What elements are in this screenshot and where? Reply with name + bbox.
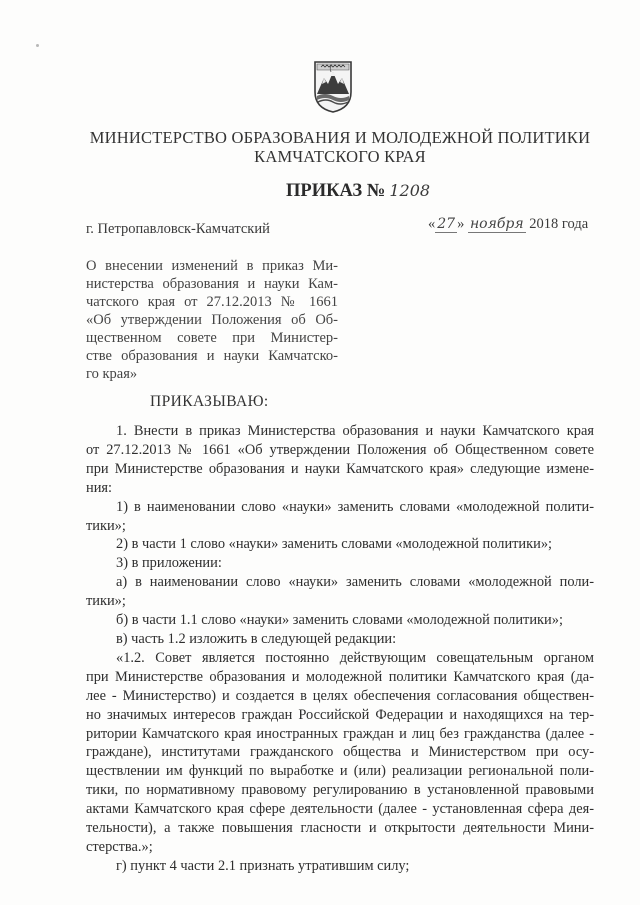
body-line: стерства.»; (86, 838, 153, 855)
ministry-name-line-2: КАМЧАТСКОГО КРАЯ (254, 147, 426, 166)
date-day: 27 (437, 216, 456, 232)
subject-line: чатского края от 27.12.2013 № 1661 (86, 294, 338, 310)
prikazyvayu-heading: ПРИКАЗЫВАЮ: (150, 393, 269, 410)
order-subject (86, 257, 338, 383)
body-line: а) в наименовании слово «науки» заменить словами «молодежной поли- (116, 574, 594, 591)
body-line: тельности), а также повышения гласности и открытости деятельности Мини- (86, 820, 594, 837)
subject-line: «Об утверждении Положения об Об- (86, 312, 338, 328)
city-name: г. Петропавловск-Камчатский (86, 221, 270, 237)
body-line: лее - Министерство) и создается в целях обеспечения согласования обществен- (86, 687, 594, 704)
order-date (428, 216, 588, 233)
body-line: но значимых интересов граждан Российской Федерации и находящихся на тер- (86, 706, 594, 723)
body-line: тики»; (86, 593, 126, 610)
body-line: «1.2. Совет является постоянно действующим совещательным органом (116, 649, 594, 666)
body-line: 2) в части 1 слово «науки» заменить словами «молодежной политики»; (116, 536, 553, 553)
body-line: от 27.12.2013 № 1661 «Об утверждении Положения об Общественном совете (86, 441, 594, 458)
body-line: тики, по нормативному правовому регулированию в установленной правовыми (86, 782, 594, 799)
ministry-name-line-1: МИНИСТЕРСТВО ОБРАЗОВАНИЯ И МОЛОДЕЖНОЙ ПОЛИТИКИ (89, 128, 591, 147)
subject-line: стве образования и науки Камчатско- (86, 348, 338, 364)
body-line: граждане), институтами гражданского общества и Министерством при осу- (86, 744, 594, 761)
order-title (286, 181, 430, 202)
subject-line: щественном совете при Министер- (86, 330, 338, 346)
body-line: при Министерстве образования и молодежной политики Камчатского края (да- (86, 668, 594, 685)
body-line: ния: (86, 479, 113, 496)
body-line: ществлении им функций по выработке и (или) реализации региональной поли- (86, 763, 594, 780)
body-line: г) пункт 4 части 2.1 признать утратившим силу; (116, 857, 410, 874)
body-line: 1. Внести в приказ Министерства образования и науки Камчатского края (116, 423, 594, 439)
subject-line: нистерства образования и науки Кам- (86, 276, 338, 292)
order-label: ПРИКАЗ № (286, 181, 386, 201)
date-year: 2018 года (529, 216, 589, 232)
order-body (86, 422, 594, 876)
body-line: тики»; (86, 517, 126, 534)
date-month: ноября (469, 216, 524, 232)
order-number: 1208 (389, 181, 431, 200)
kamchatka-coat-of-arms-icon (312, 58, 354, 114)
ministry-name (40, 128, 640, 166)
subject-line: го края» (86, 366, 138, 382)
body-line: 3) в приложении: (116, 555, 222, 572)
body-line: в) часть 1.2 изложить в следующей редакции: (116, 630, 397, 647)
date-quote-open: « (428, 216, 436, 232)
date-quote-close: » (457, 216, 465, 232)
scan-speck (36, 44, 39, 47)
body-line: при Министерстве образования и науки Камчатского края» следующие измене- (86, 460, 594, 477)
body-line: ритории Камчатского края иностранных граждан и лиц без гражданства (далее - (86, 725, 594, 742)
body-line: б) в части 1.1 слово «науки» заменить словами «молодежной политики»; (116, 612, 563, 629)
body-line: актами Камчатского края сфере деятельности (далее - установленная сфера дея- (86, 801, 594, 818)
subject-line: О внесении изменений в приказ Ми- (86, 258, 338, 274)
body-line: 1) в наименовании слово «науки» заменить словами «молодежной полити- (116, 498, 594, 515)
